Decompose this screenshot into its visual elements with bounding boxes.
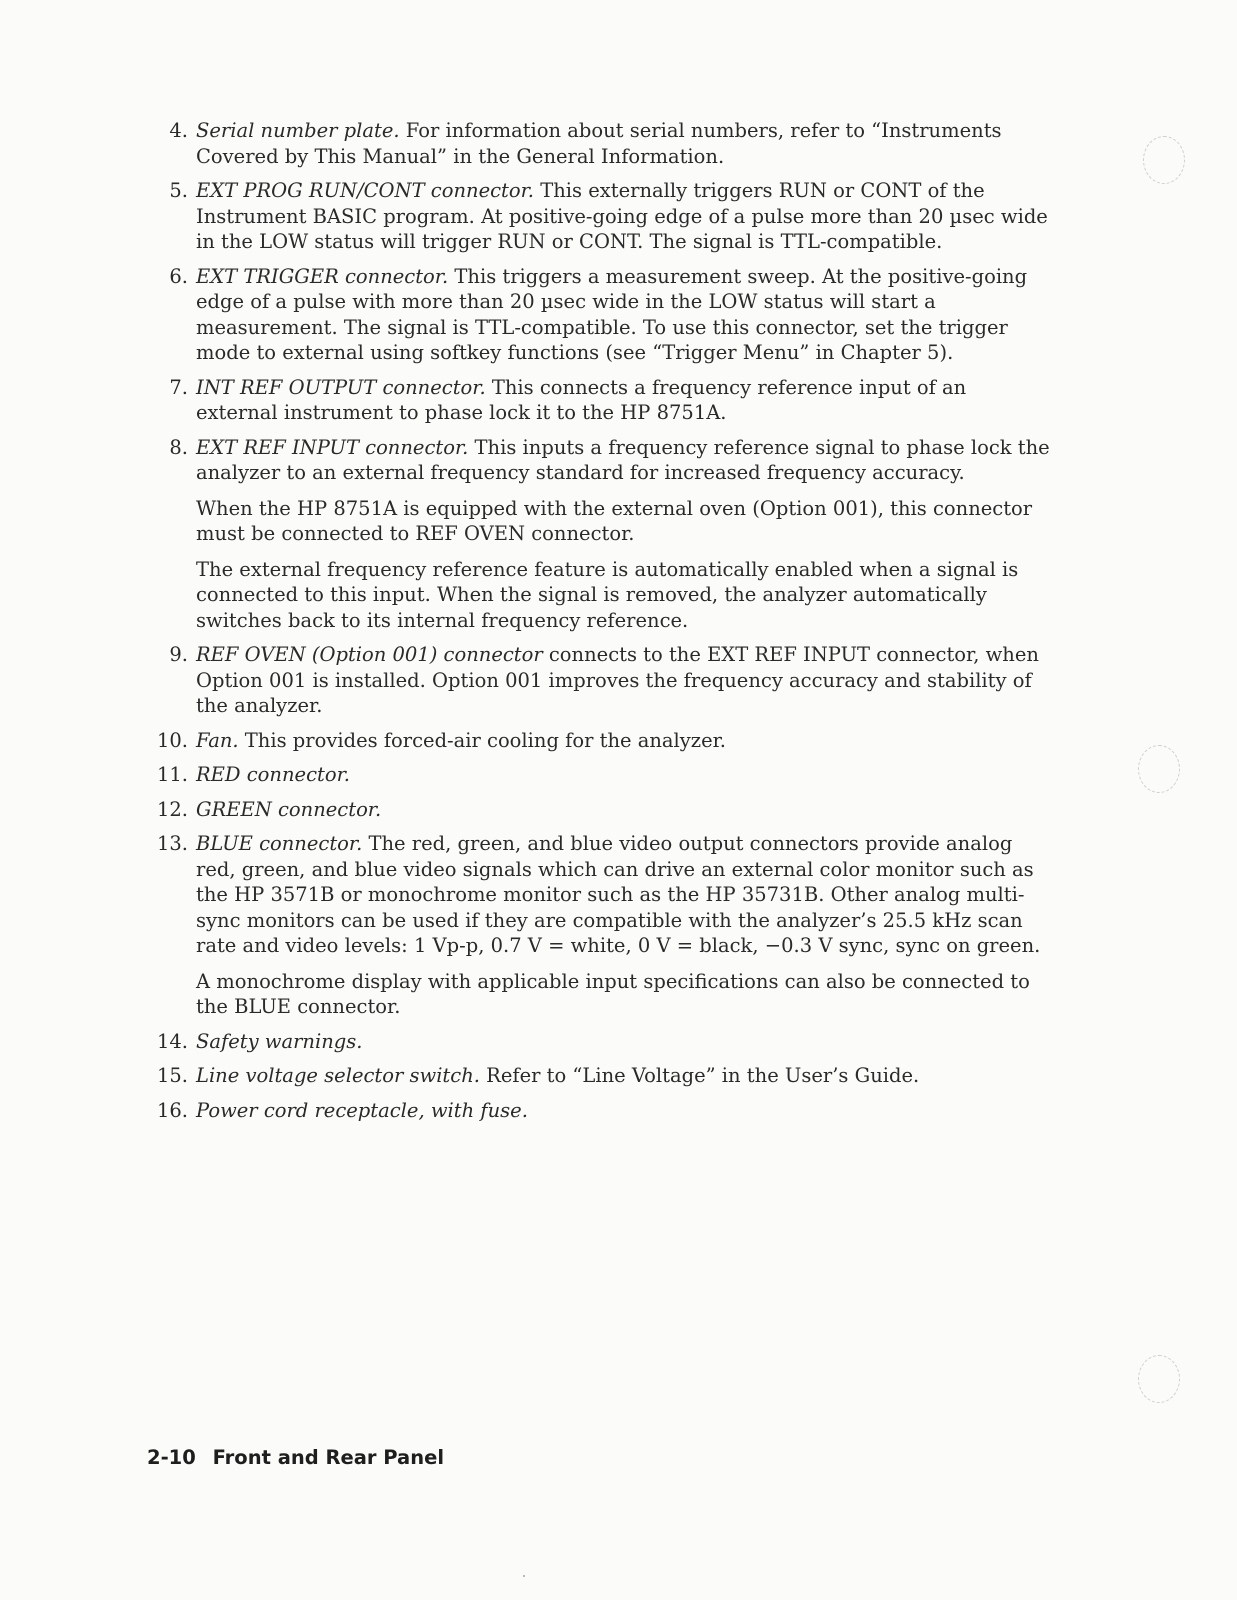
item-description: connects to the EXT REF INPUT connector, when Option 001 is installed. Option 001 improves the frequency accuracy and stability of the analyzer. xyxy=(196,643,1039,717)
item-number: 7. xyxy=(169,375,188,399)
item-term: GREEN connector. xyxy=(196,797,382,821)
item-term: Fan. xyxy=(196,728,239,752)
item-number: 6. xyxy=(169,264,188,288)
item-number: 8. xyxy=(169,435,188,459)
item-term: Power cord receptacle, with fuse. xyxy=(196,1098,528,1122)
punch-hole xyxy=(1138,745,1180,793)
item-term: EXT TRIGGER connector. xyxy=(196,264,449,288)
item-term: EXT REF INPUT connector. xyxy=(196,435,469,459)
item-number: 12. xyxy=(156,797,188,821)
item-number: 13. xyxy=(156,832,188,855)
item-number: 4. xyxy=(169,119,188,142)
list-item xyxy=(150,831,1050,1020)
item-number: 15. xyxy=(156,1064,188,1087)
item-description: The red, green, and blue video output connectors provide analog red, green, and blue video signals which can drive an external color monitor such as the HP 3571B or monochrome monitor such as the HP 35731B. Other analog multi-sync monitors can be used if they are compatible with the analyzer’s 25.5 kHz scan rate and video levels: 1 Vp-p, 0.7 V = white, 0 V = black, −0.3 V sync, sync on green. xyxy=(196,832,1041,957)
list-item xyxy=(150,642,1050,719)
item-paragraph: The external frequency reference feature is automatically enabled when a signal is connected to this input. When the signal is removed, the analyzer automatically switches back to its internal frequency reference. xyxy=(196,557,1019,632)
item-description: This connects a frequency reference input of an external instrument to phase lock it to the HP 8751A. xyxy=(196,375,967,424)
item-number: 10. xyxy=(156,728,188,752)
item-number: 5. xyxy=(169,179,188,202)
item-description: This externally triggers RUN or CONT of the Instrument BASIC program. At positive-going edge of a pulse more than 20 µsec wide in the LOW status will trigger RUN or CONT. The signal is TTL-compatible. xyxy=(196,179,1048,253)
item-number: 16. xyxy=(156,1098,188,1122)
item-term: REF OVEN (Option 001) connector xyxy=(196,643,543,666)
list-item xyxy=(150,762,1050,788)
item-description: This inputs a frequency reference signal to phase lock the analyzer to an external frequency standard for increased frequency accuracy. xyxy=(196,435,1050,484)
list-item xyxy=(150,435,1050,634)
item-term: Line voltage selector switch. xyxy=(196,1064,480,1087)
item-number: 14. xyxy=(156,1029,188,1053)
list-item xyxy=(150,797,1050,823)
punch-hole xyxy=(1138,1355,1180,1403)
item-term: Serial number plate. xyxy=(196,119,400,142)
list-item xyxy=(150,264,1050,366)
item-term: EXT PROG RUN/CONT connector. xyxy=(196,179,535,202)
item-paragraph: When the HP 8751A is equipped with the external oven (Option 001), this connector must be connected to REF OVEN connector. xyxy=(196,496,1033,545)
item-paragraph: A monochrome display with applicable input specifications can also be connected to the BLUE connector. xyxy=(196,969,1030,1018)
item-number: 11. xyxy=(156,763,188,786)
item-description: For information about serial numbers, refer to “Instruments Covered by This Manual” in the General Information. xyxy=(196,119,1002,168)
list-item xyxy=(150,118,1050,169)
item-term: Safety warnings. xyxy=(196,1029,363,1053)
item-number: 9. xyxy=(169,643,188,666)
item-term: RED connector. xyxy=(196,763,350,786)
punch-hole xyxy=(1143,136,1185,184)
section-title: Front and Rear Panel xyxy=(212,1446,445,1469)
item-description: This triggers a measurement sweep. At the positive-going edge of a pulse with more than 20 µsec wide in the LOW status will start a measurement. The signal is TTL-compatible. To use this connector, set the trigger mode to external using softkey functions (see “Trigger Menu” in Chapter 5). xyxy=(196,264,1028,364)
list-item xyxy=(150,375,1050,426)
list-item xyxy=(150,1063,1050,1089)
item-list xyxy=(150,118,1050,1132)
list-item xyxy=(150,728,1050,754)
page-number: 2-10 xyxy=(147,1446,196,1469)
list-item xyxy=(150,178,1050,255)
item-term: BLUE connector. xyxy=(196,832,363,855)
page-footer xyxy=(147,1446,444,1469)
list-item xyxy=(150,1098,1050,1124)
list-item xyxy=(150,1029,1050,1055)
item-description: This provides forced-air cooling for the analyzer. xyxy=(238,728,726,752)
scan-speck xyxy=(523,1575,525,1577)
item-description: Refer to “Line Voltage” in the User’s Guide. xyxy=(479,1064,920,1087)
item-term: INT REF OUTPUT connector. xyxy=(196,375,486,399)
